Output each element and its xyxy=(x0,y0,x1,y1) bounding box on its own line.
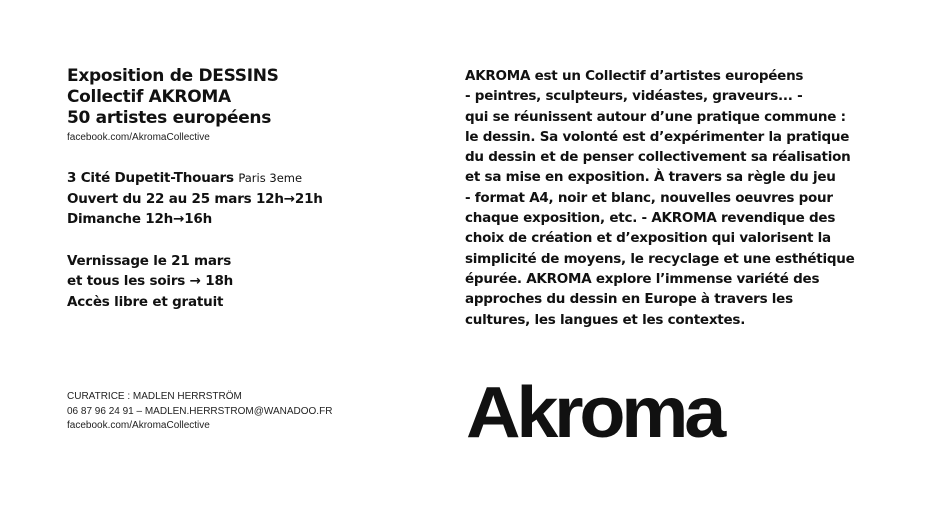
description-line: chaque exposition, etc. - AKROMA revendique des xyxy=(465,210,836,227)
description-line: du dessin et de penser collectivement sa réalisation xyxy=(465,149,851,166)
description-line: et sa mise en exposition. À travers sa règle du jeu xyxy=(465,169,836,186)
facebook-link[interactable]: facebook.com/AkromaCollective xyxy=(67,132,210,143)
vernissage-line-1: Vernissage le 21 mars xyxy=(67,252,232,269)
event-title xyxy=(67,66,427,129)
collective-description xyxy=(465,66,885,330)
title-line-2: Collectif AKROMA xyxy=(67,87,231,107)
description-line: choix de création et d’exposition qui valorisent la xyxy=(465,230,831,247)
description-line: qui se réunissent autour d’une pratique commune : xyxy=(465,108,846,125)
title-line-1: Exposition de DESSINS xyxy=(67,66,279,86)
sunday-hours: Dimanche 12h→16h xyxy=(67,211,212,227)
phone-email-line[interactable]: 06 87 96 24 91 – MADLEN.HERRSTROM@WANADOO.FR xyxy=(67,405,333,417)
akroma-logo xyxy=(466,368,736,448)
venue-hours xyxy=(67,168,427,230)
curator-line: CURATRICE : MADLEN HERRSTRÖM xyxy=(67,391,242,402)
event-info xyxy=(67,66,427,312)
address-line xyxy=(67,168,427,189)
akroma-logo-icon xyxy=(466,368,736,448)
vernissage-info xyxy=(67,251,427,313)
description-line: - format A4, noir et blanc, nouvelles oeuvres pour xyxy=(465,189,833,206)
description-line: - peintres, sculpteurs, vidéastes, graveurs... - xyxy=(465,88,803,105)
contact-facebook-link[interactable]: facebook.com/AkromaCollective xyxy=(67,420,210,431)
address: 3 Cité Dupetit-Thouars xyxy=(67,170,234,186)
title-line-3: 50 artistes européens xyxy=(67,108,272,128)
description-line: approches du dessin en Europe à travers les xyxy=(465,291,793,308)
vernissage-line-3: Accès libre et gratuit xyxy=(67,293,224,310)
description-line: le dessin. Sa volonté est d’expérimenter la pratique xyxy=(465,128,850,145)
description-line: simplicité de moyens, le recyclage et une esthétique xyxy=(465,250,855,267)
city: Paris 3eme xyxy=(238,171,303,185)
description-line: AKROMA est un Collectif d’artistes européens xyxy=(465,68,804,84)
vernissage-line-2: et tous les soirs → 18h xyxy=(67,273,234,289)
description-line: cultures, les langues et les contextes. xyxy=(465,311,746,328)
contact-info xyxy=(67,390,427,434)
opening-hours: Ouvert du 22 au 25 mars 12h→21h xyxy=(67,190,323,207)
logo-wordmark: Akroma xyxy=(466,373,728,448)
description-line: épurée. AKROMA explore l’immense variété des xyxy=(465,270,820,287)
